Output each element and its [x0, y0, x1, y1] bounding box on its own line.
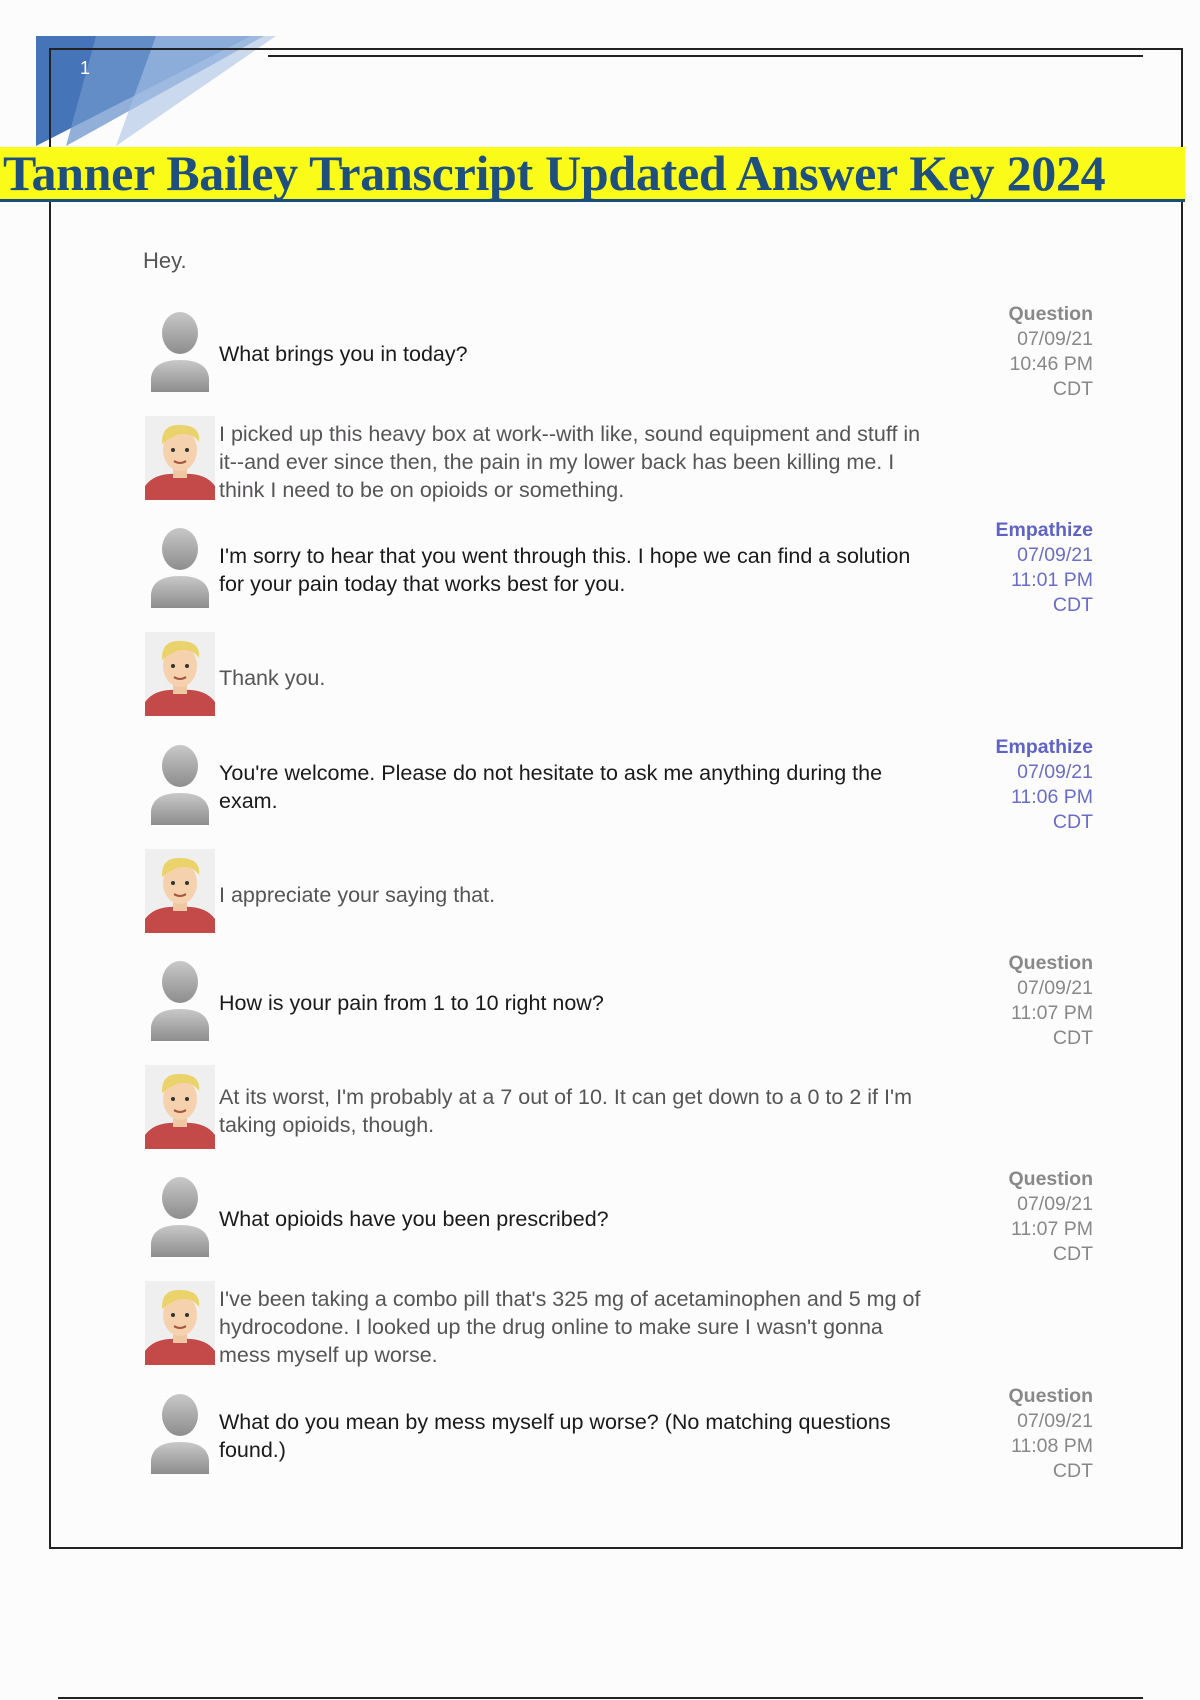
meta-type: Question [1008, 303, 1093, 325]
meta-time: 10:46 PM [1009, 353, 1093, 375]
message-text: Thank you. [219, 666, 326, 691]
patient-avatar [145, 1065, 215, 1149]
doctor-avatar [145, 308, 215, 392]
meta-tz: CDT [1052, 594, 1093, 617]
meta-tz: CDT [1052, 1243, 1093, 1266]
message-meta [953, 1384, 1093, 1484]
meta-tz: CDT [1052, 378, 1093, 400]
message-text: I picked up this heavy box at work--with like, sound equipment and stuff in it--and ever since then, the pain in my lower back has been killing me. I think I need to be on opioids or something. [219, 422, 921, 503]
doctor-avatar [145, 957, 215, 1041]
meta-tz: CDT [1052, 810, 1093, 833]
patient-message [143, 626, 1093, 722]
meta-time: 11:06 PM [1010, 785, 1093, 808]
meta-date: 07/09/21 [1017, 1409, 1093, 1432]
message-meta [953, 951, 1093, 1051]
patient-avatar [145, 416, 215, 500]
title-banner [0, 147, 1185, 202]
doctor-message [143, 302, 1093, 398]
message-text: I appreciate your saying that. [219, 882, 496, 907]
patient-message [143, 1059, 1093, 1155]
doctor-avatar [145, 1390, 215, 1474]
message-text: You're welcome. Please do not hesitate to ask me anything during the exam. [219, 760, 883, 813]
meta-time: 11:07 PM [1010, 1001, 1093, 1024]
meta-type: Empathize [995, 519, 1093, 542]
page-number: 1 [80, 58, 91, 78]
meta-time: 11:01 PM [1010, 569, 1093, 592]
meta-tz: CDT [1052, 1459, 1093, 1482]
meta-time: 11:08 PM [1010, 1434, 1093, 1457]
patient-avatar [145, 632, 215, 716]
footer-rule [58, 1697, 1143, 1699]
patient-message [143, 843, 1093, 939]
patient-message [143, 410, 1093, 506]
message-meta [953, 735, 1093, 835]
patient-avatar [145, 1281, 215, 1365]
doctor-avatar [145, 741, 215, 825]
doctor-message [143, 1384, 1093, 1480]
message-meta [953, 518, 1093, 618]
doctor-message [143, 735, 1093, 831]
message-text: How is your pain from 1 to 10 right now? [219, 990, 604, 1015]
doctor-message [143, 518, 1093, 617]
meta-tz: CDT [1052, 1026, 1093, 1049]
message-text: At its worst, I'm probably at a 7 out of 10. It can get down to a 0 to 2 if I'm taking opioids, though. [219, 1085, 912, 1138]
meta-date: 07/09/21 [1017, 328, 1093, 350]
meta-type: Question [1008, 1168, 1093, 1191]
meta-date: 07/09/21 [1017, 976, 1093, 999]
meta-date: 07/09/21 [1017, 1193, 1093, 1216]
meta-type: Question [1008, 951, 1093, 974]
message-text: I'm sorry to hear that you went through this. I hope we can find a solution for your pain today that works best for you. [219, 544, 911, 597]
doctor-avatar [145, 1173, 215, 1257]
message-meta [953, 1167, 1093, 1267]
meta-type: Question [1008, 1384, 1093, 1407]
doctor-message [143, 1167, 1093, 1266]
message-text: What opioids have you been prescribed? [219, 1207, 609, 1232]
doctor-message [143, 951, 1093, 1047]
message-meta [953, 302, 1093, 402]
meta-time: 11:07 PM [1010, 1218, 1093, 1241]
message-text: What brings you in today? [219, 342, 468, 366]
message-text: What do you mean by mess myself up worse? (No matching questions found.) [219, 1409, 891, 1462]
meta-type: Empathize [995, 735, 1093, 758]
document-title: Tanner Bailey Transcript Updated Answer Key 2024 [3, 145, 1106, 201]
patient-message [143, 1275, 1093, 1371]
meta-date: 07/09/21 [1017, 544, 1093, 567]
patient-avatar [145, 849, 215, 933]
message-text: I've been taking a combo pill that's 325 mg of acetaminophen and 5 mg of hydrocodone. I looked up the drug online to make sure I wasn't gonna mess myself up worse. [219, 1287, 921, 1368]
meta-date: 07/09/21 [1017, 760, 1093, 783]
greeting-text: Hey. [143, 248, 187, 273]
doctor-avatar [145, 524, 215, 608]
